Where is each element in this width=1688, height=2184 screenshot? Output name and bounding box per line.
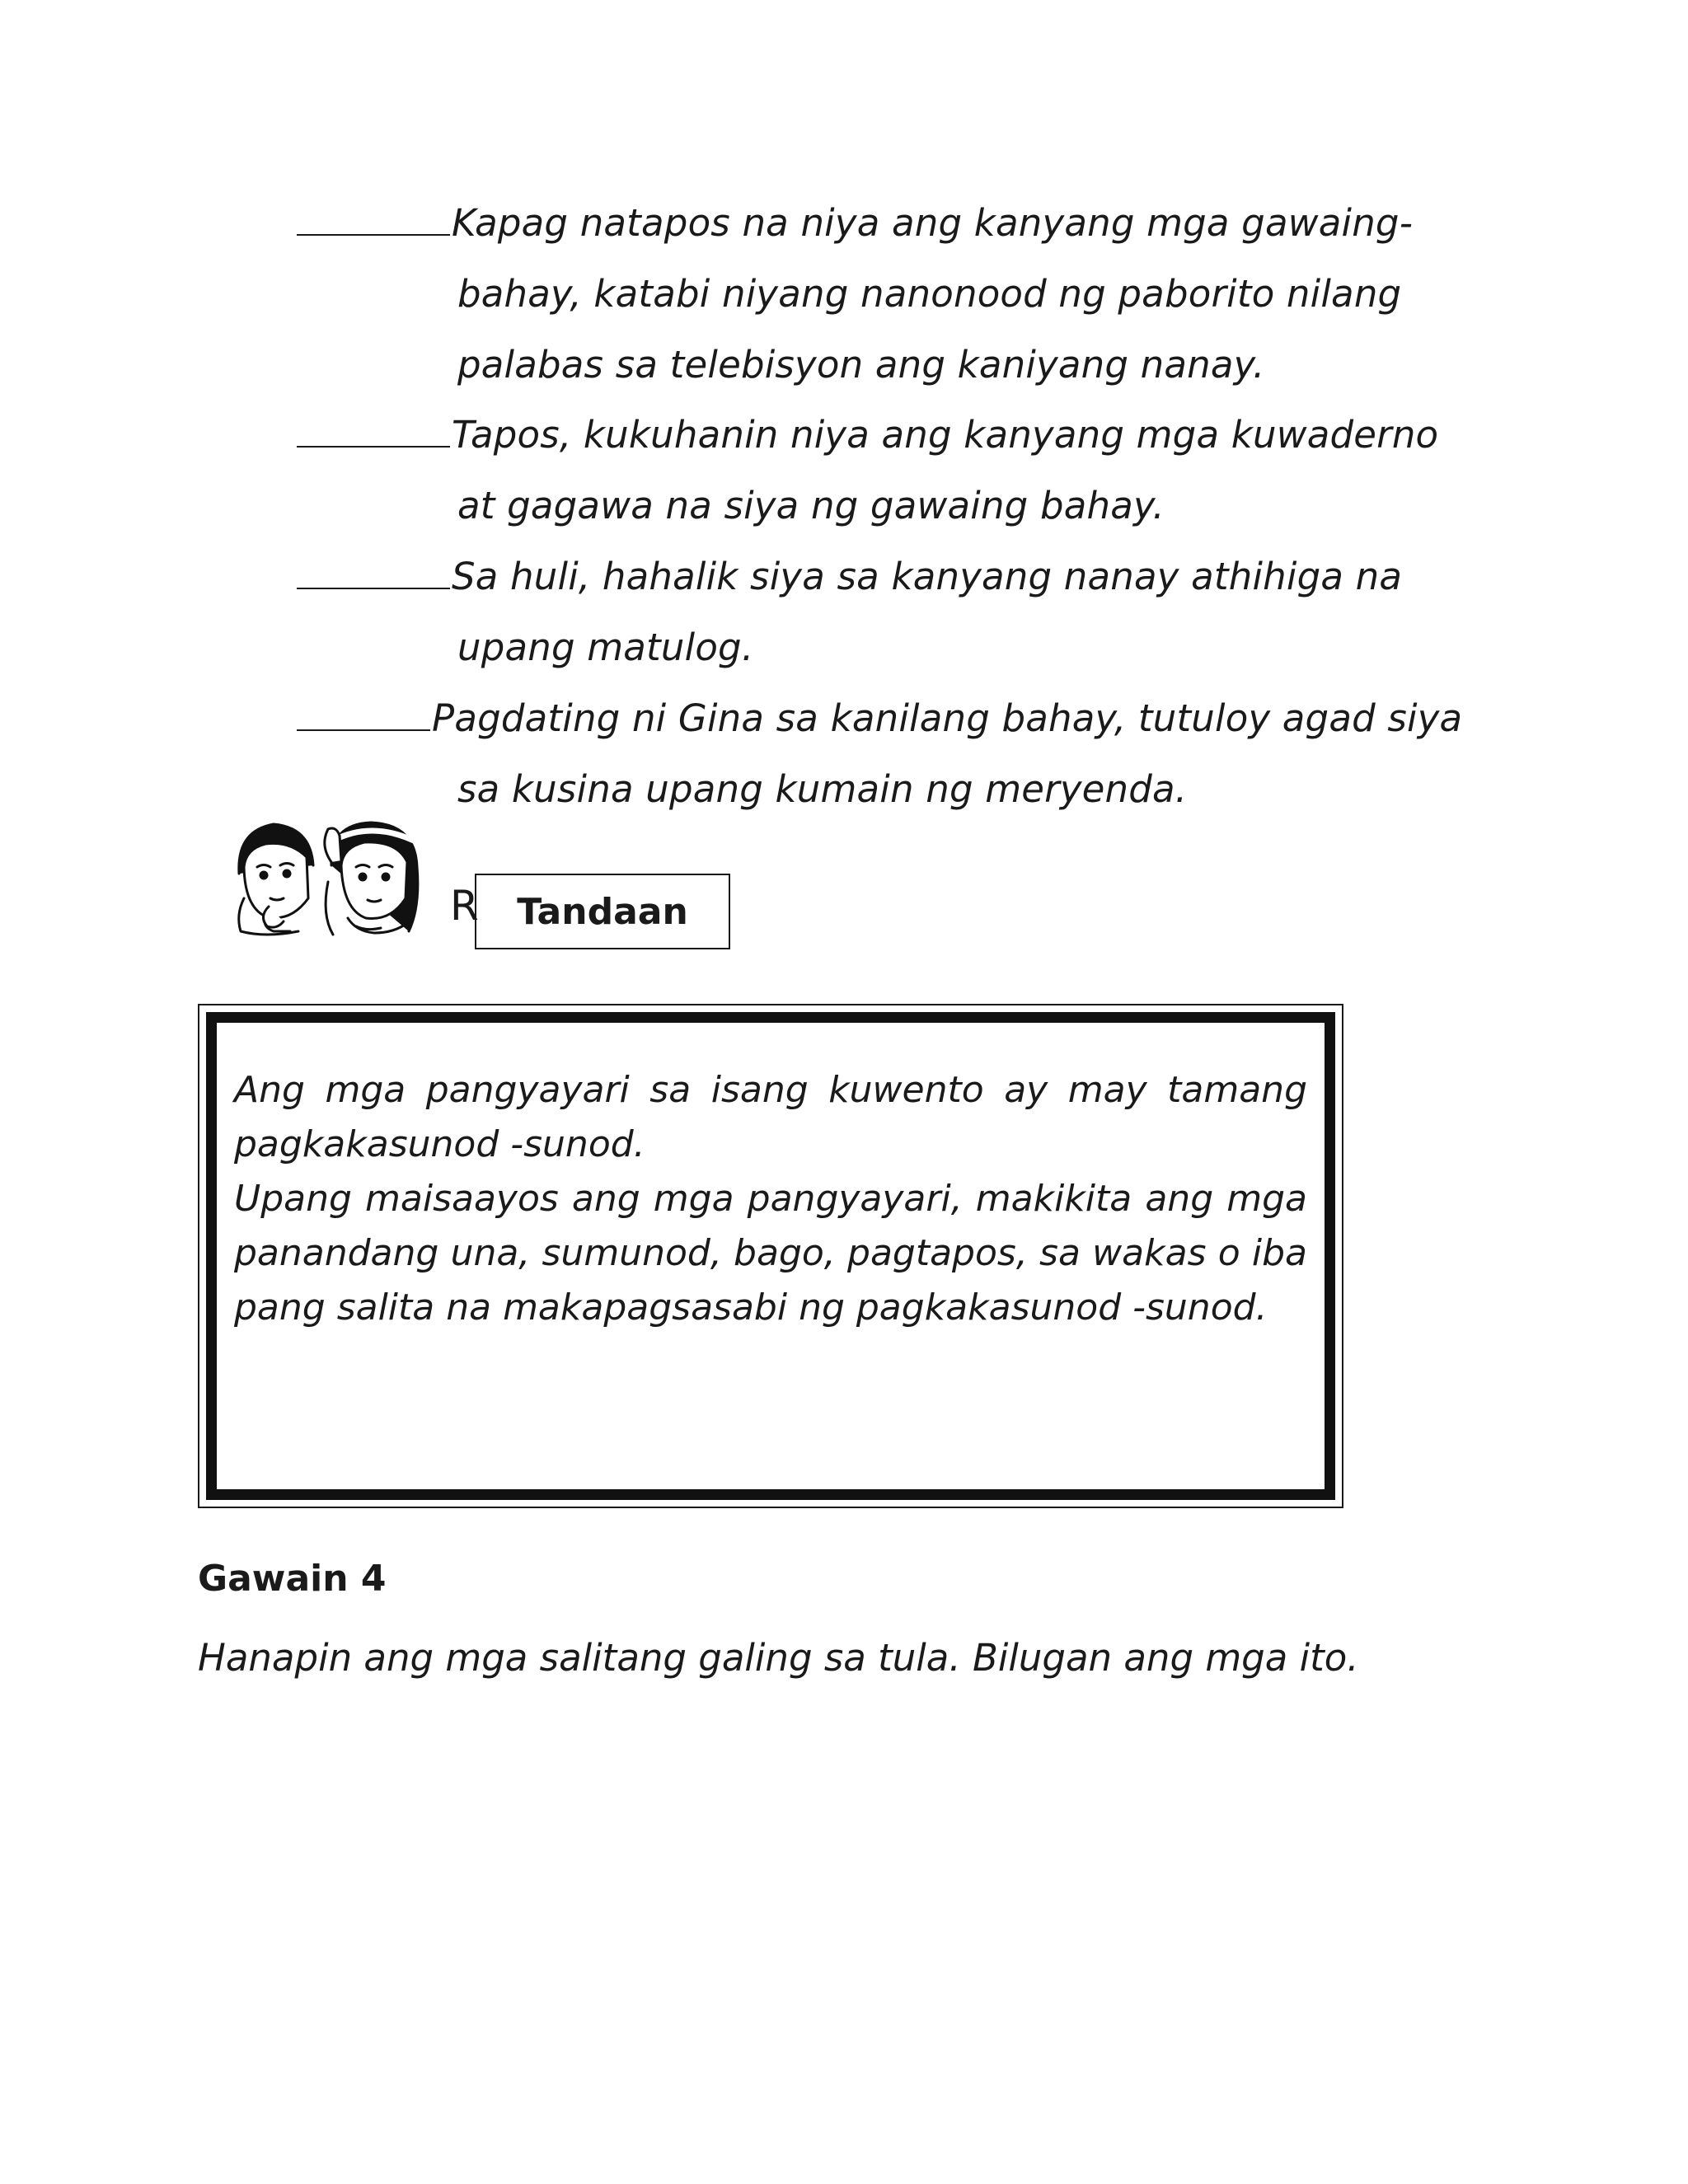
answer-blank[interactable] xyxy=(297,190,450,236)
item-text-line: palabas sa telebisyon ang kaniyang nanay. xyxy=(457,343,1265,387)
item-text-line: Sa huli, hahalik siya sa kanyang nanay athihiga na xyxy=(452,555,1403,598)
item-text-line: upang matulog. xyxy=(457,626,754,669)
thinking-kids-illustration xyxy=(232,816,430,940)
remember-paragraph: Upang maisaayos ang mga pangyayari, makikita ang mga panandang una, sumunod, bago, pagtapos, sa wakas o iba pang salita na makapagsasabi ng pagkakasunod -sunod. xyxy=(234,1178,1307,1329)
activity-title: Gawain 4 xyxy=(198,1558,387,1600)
item-text-line: Kapag natapos na niya ang kanyang mga gawaing- xyxy=(452,201,1414,245)
answer-blank[interactable] xyxy=(297,543,450,589)
remember-label: Tandaan xyxy=(475,874,730,949)
sequence-item xyxy=(297,188,1413,401)
remember-text xyxy=(234,1063,1307,1335)
sequence-item xyxy=(297,541,1402,683)
answer-blank[interactable] xyxy=(297,401,450,448)
item-text-line: Pagdating ni Gina sa kanilang bahay, tutuloy agad siya xyxy=(432,696,1463,740)
item-text-line: Tapos, kukuhanin niya ang kanyang mga kuwaderno xyxy=(452,413,1439,457)
item-text-line: bahay, katabi niyang nanonood ng paborito nilang xyxy=(457,272,1402,316)
item-text-line: at gagawa na siya ng gawaing bahay. xyxy=(457,484,1165,527)
activity-instruction: Hanapin ang mga salitang galing sa tula. Bilugan ang mga ito. xyxy=(198,1636,1359,1680)
remember-box xyxy=(198,1004,1343,1508)
sequence-item xyxy=(297,400,1438,541)
item-text-line: sa kusina upang kumain ng meryenda. xyxy=(457,767,1188,811)
answer-blank[interactable] xyxy=(297,685,430,731)
partial-heading-letter: R xyxy=(450,882,479,930)
sequence-item xyxy=(297,683,1462,825)
remember-paragraph: Ang mga pangyayari sa isang kuwento ay may tamang pagkakasunod -sunod. xyxy=(234,1069,1307,1165)
